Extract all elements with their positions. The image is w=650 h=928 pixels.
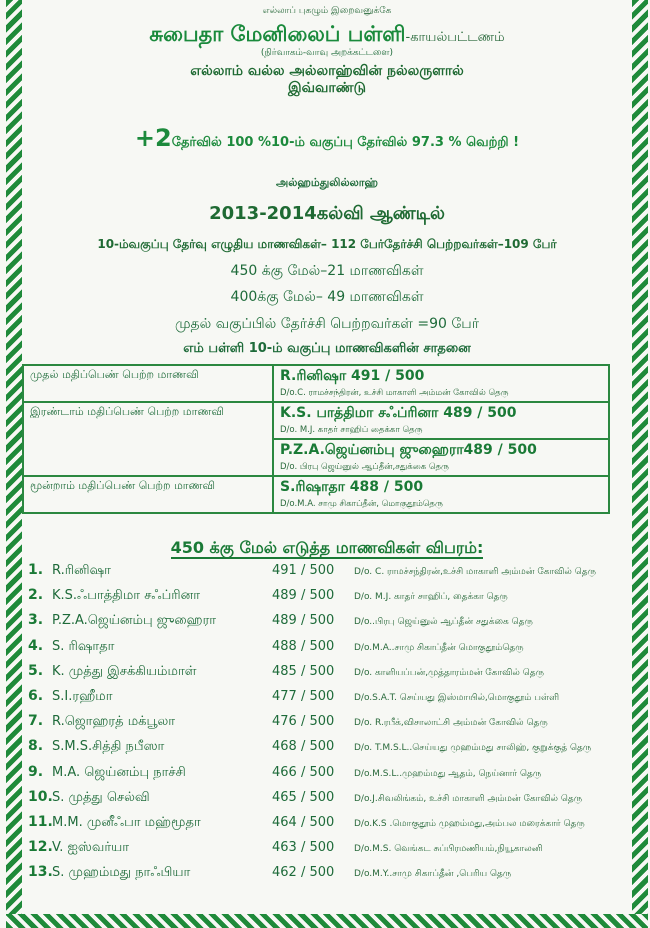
list-item [28, 764, 632, 789]
topper-row-second-a [23, 402, 609, 439]
plus2-label: +2 [134, 124, 172, 152]
student-address: D/o..பிரபு ஜெய்னுல் ஆப்தீன் சதுக்கை தெரு [354, 617, 533, 628]
stat-above-450: 450 க்கு மேல்–21 மாணவிகள் [230, 263, 424, 279]
student-name: R.ஜொஹரத் மக்பூலா [52, 714, 176, 730]
topper-name: R.ரினிஷா 491 / 500 [280, 368, 425, 384]
blessing-line: எல்லாப் புகழும் இறைவனுக்கே [262, 6, 392, 16]
student-score: 488 / 500 [272, 638, 335, 654]
student-number: 5. [28, 662, 44, 679]
grace-line-2: இவ்வாண்டு [287, 80, 367, 96]
student-number: 1. [28, 562, 44, 578]
student-name: M.M. முனீஃபா மஹ்மூதா [52, 814, 201, 830]
school-place: -காயல்பட்டணம் [405, 30, 505, 45]
student-number: 6. [28, 687, 44, 704]
topper-cell [273, 402, 609, 439]
student-address: D/o.S.A.T. செய்யது இஸ்மாயில்,மொகுதூம் பள்ளி [354, 692, 560, 703]
list-item [28, 663, 632, 688]
plus2-result: தேர்வில் 100 % [171, 135, 272, 150]
student-number: 2. [28, 587, 44, 604]
right-rope-border [632, 0, 648, 922]
rank-label: முதல் மதிப்பெண் பெற்ற மாணவி [23, 365, 273, 402]
student-score: 477 / 500 [272, 688, 335, 704]
stat-first-class: முதல் வகுப்பில் தேர்ச்சி பெற்றவர்கள் =90 பேர் [174, 316, 480, 332]
praise-line: அல்ஹம்துலில்லாஹ் [276, 176, 378, 189]
student-score: 489 / 500 [272, 588, 335, 604]
student-name: K. முத்து இசக்கியம்மாள் [52, 663, 197, 679]
student-name: S.M.S.சித்தி நபீஸா [52, 739, 165, 755]
student-number: 13. [28, 864, 53, 881]
topper-detail: D/o. பிரபு ஜெய்னுல் ஆப்தீன்,சதுக்கை தெரு [280, 462, 449, 472]
student-name: M.A. ஜெய்னம்பு நாச்சி [52, 764, 186, 780]
list-item [28, 789, 632, 814]
topper-detail: D/o.M.A. சாமு சிகாப்தீன், மொகுதூம்தெரு [280, 499, 443, 509]
notice-content [22, 0, 632, 922]
topper-cell [273, 476, 609, 513]
student-number: 12. [28, 839, 53, 856]
student-address: D/o. C. ராமச்சந்திரன்,உச்சி மாகாளி அம்மன் கோவில் தெரு [354, 567, 596, 577]
topper-name: S.ரிஷாதா 488 / 500 [280, 479, 424, 495]
student-score: 463 / 500 [272, 840, 335, 856]
student-number: 11. [28, 813, 53, 830]
student-number: 7. [28, 713, 44, 730]
student-name: S.I.ரஹீமா [52, 688, 113, 704]
toppers-table [22, 364, 610, 514]
list-title-text: 450 க்கு மேல் எடுத்த மாணவிகள் விபரம்: [170, 538, 484, 557]
rank-label: மூன்றாம் மதிப்பெண் பெற்ற மாணவி [23, 476, 273, 513]
left-rope-border [6, 0, 22, 922]
topper-row-third [23, 476, 609, 513]
list-item [28, 839, 632, 864]
topper-detail: D/o. M.J. காதர் சாஹிப் தைக்கா தெரு [280, 425, 423, 435]
student-name: S. முஹம்மது நாஃபியா [52, 865, 191, 881]
student-number: 4. [28, 637, 44, 654]
grace-line-1: எல்லாம் வல்ல அல்லாஹ்வின் நல்லருளால் [190, 63, 464, 79]
student-name: V. ஐஸ்வர்யா [52, 840, 130, 856]
student-score: 485 / 500 [272, 663, 335, 679]
student-score: 464 / 500 [272, 814, 335, 830]
stat-above-400: 400க்கு மேல்– 49 மாணவிகள் [230, 289, 424, 305]
student-name: S. முத்து செல்வி [52, 789, 150, 805]
administration-line: (நிர்வாகம்-வாவு அறக்கட்டளை) [260, 48, 394, 58]
student-number: 3. [28, 612, 44, 629]
school-title [22, 22, 632, 49]
topper-name: K.S. பாத்திமா சஃப்ரினா 489 / 500 [280, 405, 517, 421]
list-item [28, 713, 632, 738]
student-score: 466 / 500 [272, 764, 335, 780]
list-title [22, 538, 632, 559]
grace-block [22, 63, 632, 97]
topper-row-first [23, 365, 609, 402]
student-name: R.ரினிஷா [52, 563, 111, 578]
student-score: 465 / 500 [272, 789, 335, 805]
student-score: 476 / 500 [272, 714, 335, 730]
student-score: 462 / 500 [272, 865, 335, 881]
student-address: D/o.J.சிவலிங்கம், உச்சி மாகாளி அம்மன் கோவில் தெரு [354, 793, 583, 804]
student-address: D/o.M.Y..சாமு சிகாப்தீன் ,பெரிய தெரு [354, 869, 512, 880]
student-address: D/o.K.S .மொகுதூம் முஹம்மது,அம்பல மரைக்கார் தெரு [354, 818, 585, 829]
student-address: D/o. காளியப்பன்,முத்தாரம்மன் கோவில் தெரு [354, 667, 544, 678]
student-address: D/o.M.S. வெங்கட சுப்பிரமணியம்,நியூகாலனி [354, 844, 543, 855]
student-score: 491 / 500 [272, 563, 335, 578]
list-item [28, 638, 632, 663]
student-score: 468 / 500 [272, 739, 335, 755]
list-item [28, 587, 632, 612]
list-item [28, 864, 632, 889]
tenth-result: 10-ம் வகுப்பு தேர்வில் 97.3 % வெற்றி ! [271, 135, 520, 150]
academic-year: 2013-2014கல்வி ஆண்டில் [209, 203, 445, 224]
exam-summary: 10-ம்வகுப்பு தேர்வு எழுதிய மாணவிகள்– 112 பேர்தேர்ச்சி பெற்றவர்கள்–109 பேர் [97, 237, 557, 251]
student-number: 10. [28, 788, 53, 805]
student-address: D/o.M.A..சாமு சிகாப்தீன் மொகுதூம்தெரு [354, 642, 524, 653]
topper-cell [273, 365, 609, 402]
list-item [28, 738, 632, 763]
student-address: D/o.M.S.L..முஹம்மது ஆதம், நெய்னார் தெரு [354, 768, 542, 779]
student-number: 9. [28, 763, 44, 780]
student-name: K.S.ஃபாத்திமா சஃப்ரினா [52, 588, 201, 604]
student-address: D/o. M.J. காதர் சாஹிப், தைக்கா தெரு [354, 592, 508, 603]
school-name: சுபைதா மேனிலைப் பள்ளி [149, 22, 406, 46]
rank-label: இரண்டாம் மதிப்பெண் பெற்ற மாணவி [23, 402, 273, 476]
student-name: P.Z.A.ஜெய்னம்பு ஜுஹைரா [52, 613, 217, 629]
list-item [28, 612, 632, 637]
list-item [28, 562, 632, 587]
topper-detail: D/o.C. ராமச்சந்திரன், உச்சி மாகாளி அம்மன் கோவில் தெரு [280, 388, 509, 398]
student-name: S. ரிஷாதா [52, 638, 115, 654]
student-address: D/o. T.M.S.L..செய்யது முஹம்மது சாலிஹ், குறுக்குத் தெரு [354, 743, 592, 754]
achievement-title: எம் பள்ளி 10-ம் வகுப்பு மாணவிகளின் சாதனை [183, 341, 471, 356]
student-list [28, 562, 632, 889]
result-headline [22, 124, 632, 152]
list-item [28, 814, 632, 839]
student-number: 8. [28, 738, 44, 755]
topper-name: P.Z.A.ஜெய்னம்பு ஜுஹைரா489 / 500 [280, 442, 537, 458]
student-score: 489 / 500 [272, 613, 335, 629]
student-address: D/o. R.ரபீக்,விசாலாட்சி அம்மன் கோவில் தெரு [354, 718, 548, 729]
list-item [28, 688, 632, 713]
topper-cell [273, 439, 609, 476]
